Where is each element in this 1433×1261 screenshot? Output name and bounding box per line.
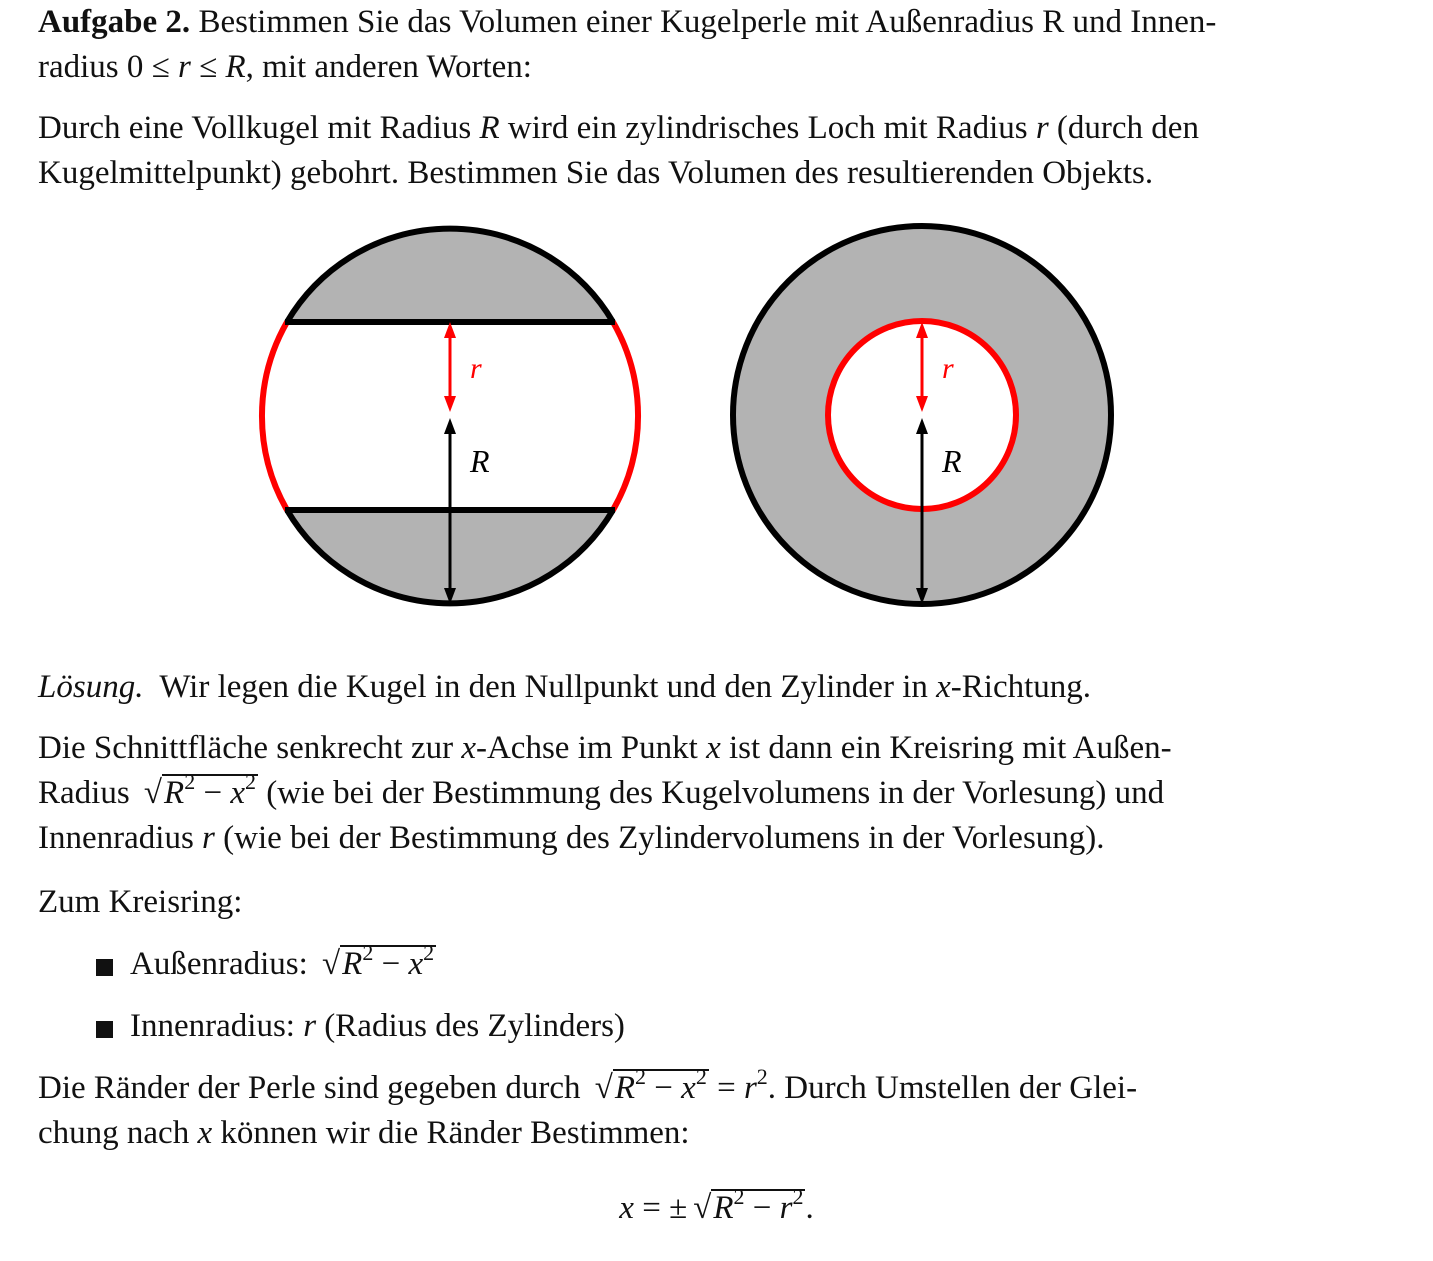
solution-paragraph-2 [38,1066,1338,1156]
var-r: r [779,1190,793,1226]
bullet-item-inner-radius [38,1004,1338,1049]
p2-l1-a: Die Ränder der Perle sind gegeben durch [38,1070,589,1106]
p1-l2-a: Radius [38,775,138,811]
period: . [805,1190,814,1226]
R-arrow-head-up [444,418,456,434]
exp-2: 2 [245,769,256,794]
solution-intro [38,665,1338,710]
var-R: R [342,946,363,982]
var-x: x [461,730,476,766]
var-R: R [164,775,185,811]
var-x: x [706,730,721,766]
minus-sign: − [373,946,409,982]
task-line-2-mid: ≤ [190,49,226,85]
right-label-r: r [942,352,954,385]
kreisring-heading-text: Zum Kreisring: [38,884,243,920]
var-R: R [614,1070,636,1106]
exp-2: 2 [362,940,374,965]
p1-l1-a: Die Schnittfläche senkrecht zur [38,730,462,766]
p2-l2-b: können wir die Ränder Bestimmen: [212,1115,690,1151]
equals-sign: = [708,1070,744,1106]
minus-sign: − [646,1070,682,1106]
var-r: r [1035,110,1049,146]
var-r: r [202,820,215,856]
p1-l1-b: -Achse im Punkt [475,730,707,766]
left-red-arc [262,322,287,510]
exp-2: 2 [635,1064,647,1089]
bullet-square-icon [96,959,113,976]
p1-l2-b: (wie bei der Bestimmung des Kugelvolumens in der Vorlesung) und [258,775,1165,811]
bullet-square-icon [96,1021,113,1038]
kreisring-heading [38,880,1338,925]
task-line-1: Bestimmen Sie das Volumen einer Kugelperle mit Außenradius R und Innen- [198,4,1217,40]
var-r: r [178,49,191,85]
exp-2: 2 [695,1064,707,1089]
exp-2: 2 [792,1184,804,1209]
exp-2: 2 [184,769,196,794]
bullet2-label: Innenradius: [130,1008,304,1044]
var-x: x [230,775,245,811]
p2-l1-b: . Durch Umstellen der Glei- [767,1070,1138,1106]
var-r: r [303,1008,317,1044]
equals-plusminus: = ± [633,1190,688,1226]
p2-l2-a: chung nach [38,1115,198,1151]
bullet-item-outer-radius [38,942,1338,987]
var-x: x [936,669,951,705]
r-arrow-head-down [444,396,456,412]
task-line-2-prefix: radius 0 ≤ [38,49,179,85]
exp-2: 2 [756,1064,768,1089]
right-red-arc [613,322,638,510]
exp-2: 2 [733,1184,745,1209]
sqrt-expression: $√R^2 - x^2$ [322,940,435,982]
right-annulus [733,226,1111,604]
bullet1-label: Außenradius: [130,946,317,982]
minus-sign: − [195,775,231,811]
right-label-R: R [942,443,962,479]
solution-intro-b: -Richtung. [950,669,1092,705]
solution-paragraph-1 [38,726,1338,861]
var-x: x [619,1190,634,1226]
var-R: R [479,110,500,146]
sqrt-expression: $√R^2 - r^2$ [693,1184,804,1226]
solution-label: Lösung. [38,669,144,705]
p1-l1-c: ist dann ein Kreisring mit Außen- [720,730,1172,766]
var-x: x [408,946,424,982]
var-x: x [197,1115,213,1151]
sqrt-expression: $√R^2 - x^2$ [143,769,256,811]
p1-l3-a: Innenradius [38,820,203,856]
task-p2-line-2: Kugelmittelpunkt) gebohrt. Bestimmen Sie das Volumen des resultierenden Objekts. [38,155,1154,191]
var-r: r [743,1070,757,1106]
left-label-R: R [470,443,490,479]
sqrt-expression: $√R^2 - x^2$ [594,1064,707,1106]
task-line-2-suffix: , mit anderen Worten: [245,49,532,85]
final-equation [0,1186,1433,1231]
var-x: x [681,1070,696,1106]
var-R: R [713,1190,734,1226]
bullet2-rest: (Radius des Zylinders) [316,1008,625,1044]
task-p2-c: (durch den [1048,110,1199,146]
task-p2-a: Durch eine Vollkugel mit Radius [38,110,480,146]
left-label-r: r [470,352,482,385]
left-cross-section [250,215,650,620]
var-R: R [225,49,246,85]
solution-intro-a: Wir legen die Kugel in den Nullpunkt und den Zylinder in [143,669,937,705]
task-heading: Aufgabe 2. [38,4,191,40]
p1-l3-b: (wie bei der Bestimmung des Zylindervolumens in der Vorlesung). [214,820,1105,856]
exp-2: 2 [423,940,435,965]
task-p2-b: wird ein zylindrisches Loch mit Radius [499,110,1036,146]
minus-sign: − [744,1190,780,1226]
